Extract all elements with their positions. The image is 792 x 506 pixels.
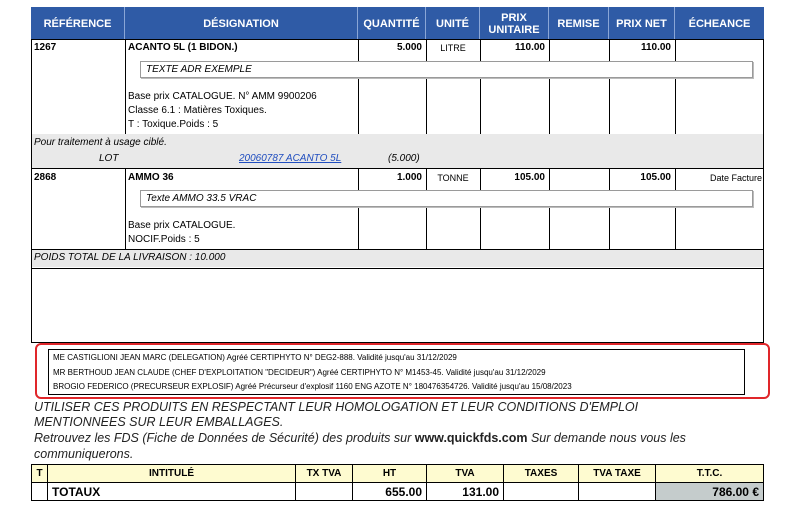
line1-designation: ACANTO 5L (1 BIDON.) <box>128 42 238 53</box>
line2-quantite: 1.000 <box>396 172 422 183</box>
line1-quantite: 5.000 <box>396 42 422 53</box>
totals-ht-value: 655.00 <box>385 484 422 499</box>
lot-quantity: (5.000) <box>388 153 420 164</box>
quickfds-link[interactable]: www.quickfds.com <box>414 431 528 445</box>
header-divider <box>31 39 764 40</box>
totals-header-intitule: INTITULÉ <box>47 464 296 483</box>
certification-line: ME CASTIGLIONI JEAN MARC (DELEGATION) Agréé CERTIPHYTO N° DEG2-888. Validité jusqu'au 31/12/2029 <box>53 353 457 362</box>
line1-usage: Pour traitement à usage ciblé. <box>34 137 167 148</box>
notice-line-3 <box>34 431 686 445</box>
certification-line: MR BERTHOUD JEAN CLAUDE (CHEF D'EXPLOITATION "DECIDEUR") Agréé CERTIPHYTO N° M1453-45. Validité jusqu'au 31/12/2029 <box>53 368 546 377</box>
col-divider <box>609 169 610 249</box>
row-divider <box>31 168 764 169</box>
totals-header-tva-taxe: TVA TAXE <box>578 464 656 483</box>
totals-tva <box>426 482 504 501</box>
certification-line: BROGIO FEDERICO (PRECURSEUR EXPLOSIF) Agréé Précurseur d'explosif 1160 ENG AZOTE N° 180476354726. Validité jusqu'au 15/08/2023 <box>53 382 572 391</box>
line2-info-poids: NOCIF.Poids : 5 <box>128 234 200 245</box>
row-divider <box>31 249 764 250</box>
line1-subtext: TEXTE ADR EXEMPLE <box>146 64 252 75</box>
totals-ttc <box>655 482 764 501</box>
row-divider <box>31 268 764 269</box>
header-echeance: ÉCHEANCE <box>675 7 764 40</box>
line1-unite: LITRE <box>440 43 466 53</box>
line2-echeance: Date Facture <box>709 173 762 183</box>
header-designation: DÉSIGNATION <box>125 7 358 40</box>
line1-info-amm: Base prix CATALOGUE. N° AMM 9900206 <box>128 91 317 102</box>
totals-header-t: T <box>31 464 48 483</box>
header-remise: REMISE <box>549 7 609 40</box>
totals-label <box>47 482 296 501</box>
notice-line-2: MENTIONNEES SUR LEUR EMBALLAGES. <box>34 415 284 429</box>
line1-prix-net: 110.00 <box>640 42 671 53</box>
poids-total: POIDS TOTAL DE LA LIVRAISON : 10.000 <box>34 252 226 263</box>
notice-line-4: communiquerons. <box>34 447 134 461</box>
totals-ttc-value: 786.00 € <box>712 484 759 499</box>
col-divider <box>358 169 359 249</box>
totals-cell-tx-tva <box>295 482 353 501</box>
line2-unite: TONNE <box>437 173 469 183</box>
col-divider <box>549 40 550 134</box>
notice-fds-text: Retrouvez les FDS (Fiche de Données de Sécurité) des produits sur <box>34 431 415 445</box>
line1-info-poids: T : Toxique.Poids : 5 <box>128 119 219 130</box>
col-divider <box>675 169 676 249</box>
col-divider <box>549 169 550 249</box>
totals-tva-value: 131.00 <box>462 484 499 499</box>
line2-reference: 2868 <box>34 172 57 183</box>
header-prix-unitaire: PRIX UNITAIRE <box>480 7 549 40</box>
header-unite: UNITÉ <box>426 7 480 40</box>
line1-subtext-box <box>140 61 753 78</box>
totals-header-ttc: T.T.C. <box>655 464 764 483</box>
header-reference: RÉFÉRENCE <box>31 7 125 40</box>
line2-prix-unitaire: 105.00 <box>514 172 545 183</box>
totals-cell-tva-taxe <box>578 482 656 501</box>
col-divider <box>125 169 126 249</box>
notice-fds-text-end: Sur demande nous vous les <box>527 431 686 445</box>
totals-header-ht: HT <box>352 464 427 483</box>
totals-cell-t <box>31 482 48 501</box>
totals-header-tx-tva: TX TVA <box>295 464 353 483</box>
col-divider <box>125 40 126 134</box>
notice-line-1: UTILISER CES PRODUITS EN RESPECTANT LEUR HOMOLOGATION ET LEUR CONDITIONS D'EMPLOI <box>34 400 639 414</box>
line2-subtext: Texte AMMO 33.5 VRAC <box>146 193 257 204</box>
totals-label-text: TOTAUX <box>52 484 101 499</box>
col-divider <box>480 169 481 249</box>
line1-prix-unitaire: 110.00 <box>514 42 545 53</box>
lot-label: LOT <box>99 153 119 164</box>
line1-reference: 1267 <box>34 42 57 53</box>
totals-ht <box>352 482 427 501</box>
col-divider <box>426 40 427 134</box>
line2-prix-net: 105.00 <box>640 172 671 183</box>
col-divider <box>358 40 359 134</box>
line2-subtext-box <box>140 190 753 207</box>
col-divider <box>609 40 610 134</box>
totals-cell-taxes <box>503 482 579 501</box>
col-divider <box>675 40 676 134</box>
header-quantite: QUANTITÉ <box>358 7 426 40</box>
totals-header-tva: TVA <box>426 464 504 483</box>
header-prix-net: PRIX NET <box>609 7 675 40</box>
col-divider <box>480 40 481 134</box>
totals-header-taxes: TAXES <box>503 464 579 483</box>
line2-designation: AMMO 36 <box>128 172 174 183</box>
line1-info-classe: Classe 6.1 : Matières Toxiques. <box>128 105 267 116</box>
lot-link[interactable]: 20060787 ACANTO 5L <box>239 153 342 164</box>
line2-info-catalogue: Base prix CATALOGUE. <box>128 220 236 231</box>
